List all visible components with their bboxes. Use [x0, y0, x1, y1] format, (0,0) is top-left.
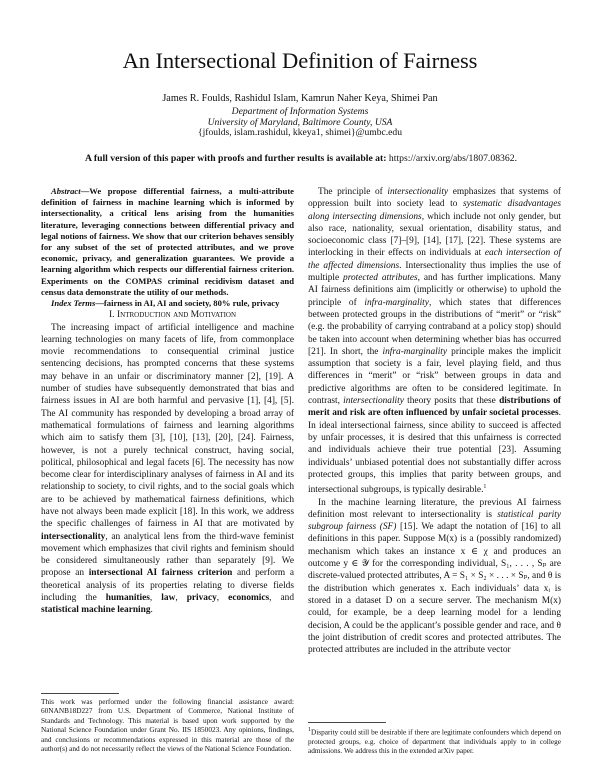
right-column	[308, 186, 561, 656]
left-column	[41, 186, 294, 617]
disparity-footnote: $^1$Disparity could still be desirable if there are legitimate confounders which depend on protected groups, e.g. choice of department that individuals apply to in college admissions. We address this in the extended arXiv paper.	[308, 727, 561, 756]
affiliation-university: University of Maryland, Baltimore County, USA	[207, 117, 393, 128]
section-heading: I. Introduction and Motivation	[108, 309, 237, 321]
paper-title: An Intersectional Definition of Fairness	[122, 48, 478, 73]
index-terms-label: Index Terms	[51, 298, 96, 309]
affiliation-department: Department of Information Systems	[231, 106, 369, 117]
abstract-label: Abstract	[51, 186, 81, 196]
intro-paragraph-1: The increasing impact of artificial intelligence and machine learning technologies on many facets of life, from commonplace movie recommendations to consequential criminal justice sentencing decisions, has prompted concerns that these systems may behave in an unfair or discriminatory manner [2], [19]. A number of studies have subsequently demonstrated that bias and fairness issues in AI are both harmful and pervasive [1], [4], [5]. The AI community has responded by developing a broad array of mathematical formulations of fairness and learning algorithms which aim to satisfy them [3], [10], [13], [20], [24]. Fairness, however, is not a purely technical construct, having social, political, philosophical and legal facets [6]. The necessity has now become clear for interdisciplinary analyses of fairness in AI and its relationship to society, to civil rights, and to the social goals which are to be achieved by mathematical fairness definitions, which have not always been made explicit [18]. In this work, we address the specific challenges of fairness in AI that are motivated by intersectionality, an analytical lens from the third-wave feminist movement which emphasizes that civil rights and feminism should be considered simultaneously rather than separately [9]. We propose an intersectional AI fairness criterion and perform a theoretical analysis of its properties relating to diverse fields including the humanities, law, privacy, economics, and statistical machine learning.	[41, 322, 295, 616]
full-version-note	[40, 153, 562, 164]
footnote-rule-left	[41, 693, 119, 694]
abstract-text: —We propose differential fairness, a multi-attribute definition of fairness in machine learning which is informed by intersectionality, a critical lens arising from the humanities literature, leveraging connections between differential privacy and legal notions of fairness. We show that our criterion behaves sensibly for any subset of the set of protected attributes, and we prove economic, privacy, and generalization guarantees. We provide a learning algorithm which respects our differential fairness criterion. Experiments on the COMPAS criminal recidivism dataset and census data demonstrate the utility of our methods.	[41, 186, 294, 297]
full-version-link[interactable]: https://arxiv.org/abs/1807.08362.	[388, 153, 517, 164]
footnote-rule-right	[308, 722, 386, 723]
index-terms	[41, 298, 294, 309]
intersectionality-paragraph: The principle of intersectionality emphasizes that systems of oppression built into society lead to systematic disadvantages along intersecting dimensions, which include not only gender, but also race, nationality, sexual orientation, disability status, and socioeconomic class [7]–[9], [14], [17], [22]. These systems are interlocking in their effects on individuals at each intersection of the affected dimensions. Intersectionality thus implies the use of multiple protected attributes, and has further implications. Many AI fairness definitions aim (implicitly or otherwise) to uphold the principle of infra-marginality, which states that differences between protected groups in the distributions of “merit” or “risk” (e.g. the probability of carrying contraband at a policy stop) should be taken into account when determining whether bias has occurred [21]. In short, the infra-marginality principle makes the implicit assumption that society is a fair, level playing field, and thus differences in “merit” or “risk” between groups in data and predictive algorithms are often to be considered legitimate. In contrast, intersectionality theory posits that these distributions of merit and risk are often influenced by unfair societal processes. In ideal intersectional fairness, since ability to succeed is affected by unfair processes, it is desired that this unfairness is corrected and individuals achieve their true potential [23]. Assuming individuals’ unbiased potential does not substantially differ across protected groups, this implies that parity between groups, and intersectional subgroups, is typically desirable.$^1$	[308, 187, 562, 496]
ml-literature-paragraph: In the machine learning literature, the previous AI fairness definition most relevant to intersectionality is statistical parity subgroup fairness (SF) [15]. We adapt the notation of [16] to all definitions in this paper. Suppose M(x) is a (possibly randomized) mechanism which takes an instance x ∈ χ and produces an outcome y ∈ 𝒴 for the corresponding individual, S₁, . . . , Sₚ are discrete-valued protected attributes, A = S₁ × S₂ × . . . × Sₚ, and θ is the distribution which generates x. Each individuals’ data xᵢ is stored in a dataset D on a secure server. The mechanism M(x) could, for example, be a deep learning model for a lending decision, A could be the applicant’s possible gender and race, and θ the joint distribution of credit scores and protected attributes. The protected attributes are included in the attribute vector	[308, 497, 561, 656]
full-version-lead: A full version of this paper with proofs and further results is available at:	[84, 153, 387, 164]
index-terms-text: —fairness in AI, AI and society, 80% rule, privacy	[95, 298, 280, 309]
abstract	[41, 186, 294, 298]
author-list: James R. Foulds, Rashidul Islam, Kamrun Naher Keya, Shimei Pan	[162, 93, 438, 104]
funding-footnote: This work was performed under the following financial assistance award: 60NANB18D227 from U.S. Department of Commerce, National Institute of Standards and Technology. This material is based upon work supported by the National Science Foundation under Grant No. IIS 1850023. Any opinions, findings, and conclusions or recommendations expressed in this material are those of the author(s) and do not necessarily reflect the views of the National Science Foundation.	[41, 697, 294, 754]
footnote-ref: 1	[483, 484, 487, 491]
author-emails: {jfoulds, islam.rashidul, kkeya1, shimei}@umbc.edu	[197, 127, 403, 138]
